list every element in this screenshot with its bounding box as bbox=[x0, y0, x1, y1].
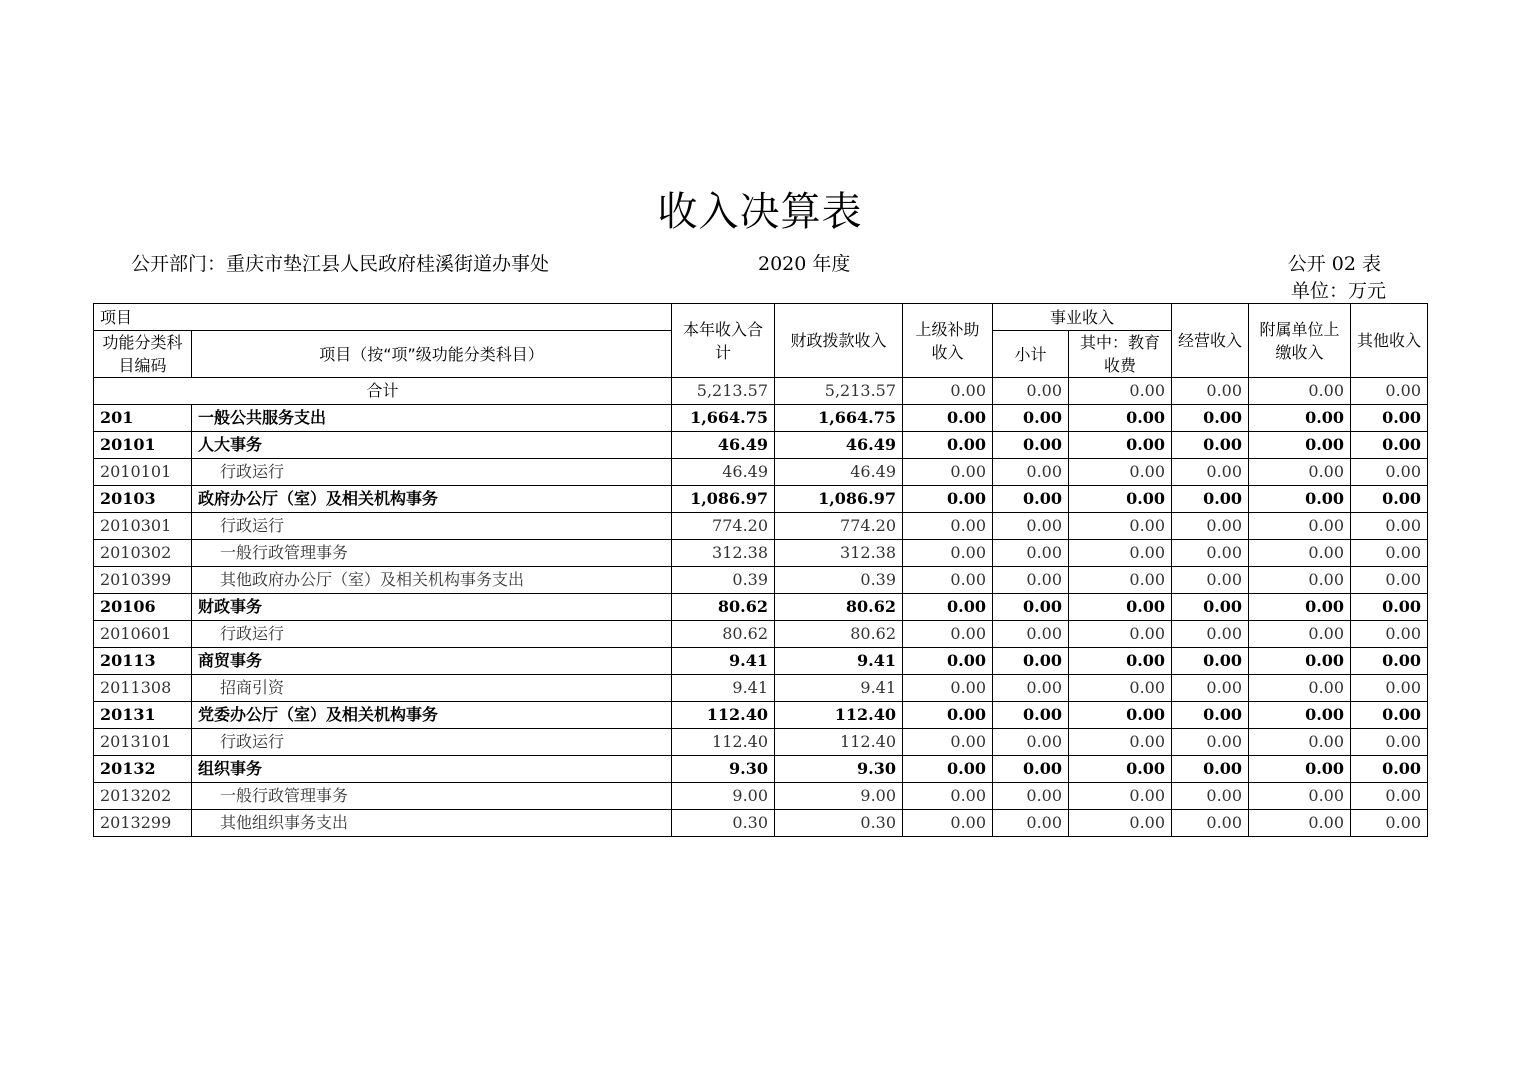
row-value: 0.00 bbox=[993, 405, 1069, 432]
table-row bbox=[94, 810, 1428, 837]
page-title: 收入决算表 bbox=[657, 189, 863, 235]
unit-label: 单位：万元 bbox=[1290, 280, 1386, 302]
total-cell: 0.00 bbox=[1172, 378, 1249, 405]
row-value: 0.00 bbox=[1069, 567, 1172, 594]
header-business-subtotal: 小计 bbox=[993, 331, 1069, 378]
row-value: 9.30 bbox=[672, 756, 775, 783]
row-code: 2010601 bbox=[94, 621, 192, 648]
row-value: 0.00 bbox=[903, 486, 993, 513]
row-value: 0.00 bbox=[1069, 702, 1172, 729]
row-code: 20103 bbox=[94, 486, 192, 513]
row-value: 80.62 bbox=[775, 621, 903, 648]
row-value: 0.00 bbox=[903, 783, 993, 810]
row-value: 0.00 bbox=[903, 405, 993, 432]
row-value: 0.00 bbox=[1351, 405, 1428, 432]
row-value: 312.38 bbox=[775, 540, 903, 567]
row-value: 0.00 bbox=[1172, 648, 1249, 675]
row-value: 0.00 bbox=[993, 783, 1069, 810]
row-name: 招商引资 bbox=[192, 675, 672, 702]
row-value: 0.00 bbox=[1172, 729, 1249, 756]
row-value: 0.00 bbox=[903, 648, 993, 675]
row-value: 0.00 bbox=[993, 432, 1069, 459]
row-value: 0.00 bbox=[903, 432, 993, 459]
row-value: 0.00 bbox=[1351, 540, 1428, 567]
row-name: 行政运行 bbox=[192, 513, 672, 540]
row-value: 0.00 bbox=[1172, 702, 1249, 729]
row-value: 0.00 bbox=[1351, 648, 1428, 675]
row-value: 0.00 bbox=[1172, 810, 1249, 837]
row-code: 2010399 bbox=[94, 567, 192, 594]
row-name: 一般公共服务支出 bbox=[192, 405, 672, 432]
row-code: 2011308 bbox=[94, 675, 192, 702]
row-value: 0.00 bbox=[1249, 702, 1351, 729]
row-value: 0.00 bbox=[1172, 756, 1249, 783]
row-value: 1,086.97 bbox=[672, 486, 775, 513]
row-value: 0.00 bbox=[1249, 783, 1351, 810]
total-cell: 5,213.57 bbox=[775, 378, 903, 405]
row-value: 0.00 bbox=[903, 459, 993, 486]
row-name: 财政事务 bbox=[192, 594, 672, 621]
row-value: 0.00 bbox=[1351, 810, 1428, 837]
row-value: 0.00 bbox=[1249, 486, 1351, 513]
row-value: 46.49 bbox=[775, 459, 903, 486]
header-code: 功能分类科目编码 bbox=[94, 331, 192, 378]
row-value: 0.00 bbox=[1172, 432, 1249, 459]
row-value: 0.00 bbox=[903, 540, 993, 567]
row-value: 0.00 bbox=[993, 567, 1069, 594]
row-value: 0.00 bbox=[1069, 675, 1172, 702]
row-value: 0.00 bbox=[1351, 702, 1428, 729]
total-cell: 0.00 bbox=[903, 378, 993, 405]
row-value: 0.00 bbox=[993, 486, 1069, 513]
row-value: 0.00 bbox=[1249, 756, 1351, 783]
row-value: 0.00 bbox=[1249, 810, 1351, 837]
header-item: 项目 bbox=[94, 304, 672, 331]
row-value: 0.00 bbox=[1172, 405, 1249, 432]
row-name: 组织事务 bbox=[192, 756, 672, 783]
row-value: 0.00 bbox=[1069, 621, 1172, 648]
total-cell: 0.00 bbox=[1069, 378, 1172, 405]
row-name: 政府办公厅（室）及相关机构事务 bbox=[192, 486, 672, 513]
total-cell: 0.00 bbox=[1351, 378, 1428, 405]
row-value: 0.00 bbox=[1351, 729, 1428, 756]
row-value: 0.00 bbox=[903, 729, 993, 756]
row-value: 0.00 bbox=[1249, 648, 1351, 675]
row-name: 行政运行 bbox=[192, 459, 672, 486]
header-superior: 上级补助收入 bbox=[903, 304, 993, 378]
row-value: 0.00 bbox=[903, 810, 993, 837]
row-value: 0.00 bbox=[993, 810, 1069, 837]
row-value: 112.40 bbox=[672, 729, 775, 756]
row-value: 46.49 bbox=[672, 459, 775, 486]
table-row bbox=[94, 513, 1428, 540]
row-value: 0.00 bbox=[993, 513, 1069, 540]
row-value: 0.00 bbox=[1249, 405, 1351, 432]
row-value: 0.30 bbox=[775, 810, 903, 837]
table-row bbox=[94, 702, 1428, 729]
row-value: 0.00 bbox=[1172, 486, 1249, 513]
row-value: 0.00 bbox=[1069, 513, 1172, 540]
row-value: 1,664.75 bbox=[672, 405, 775, 432]
row-value: 774.20 bbox=[775, 513, 903, 540]
row-name: 人大事务 bbox=[192, 432, 672, 459]
row-code: 2013202 bbox=[94, 783, 192, 810]
row-value: 0.00 bbox=[1351, 594, 1428, 621]
row-code: 20131 bbox=[94, 702, 192, 729]
row-value: 0.00 bbox=[1069, 486, 1172, 513]
header-fiscal: 财政拨款收入 bbox=[775, 304, 903, 378]
row-value: 0.00 bbox=[1069, 432, 1172, 459]
row-name: 一般行政管理事务 bbox=[192, 783, 672, 810]
row-value: 0.00 bbox=[903, 513, 993, 540]
row-value: 9.41 bbox=[672, 675, 775, 702]
row-name: 行政运行 bbox=[192, 621, 672, 648]
row-value: 0.00 bbox=[993, 459, 1069, 486]
row-value: 0.00 bbox=[1351, 513, 1428, 540]
row-value: 0.00 bbox=[993, 594, 1069, 621]
table-row bbox=[94, 540, 1428, 567]
header-business-edu: 其中：教育收费 bbox=[1069, 331, 1172, 378]
header-affiliated: 附属单位上缴收入 bbox=[1249, 304, 1351, 378]
table-row bbox=[94, 567, 1428, 594]
header-other: 其他收入 bbox=[1351, 304, 1428, 378]
table-row bbox=[94, 621, 1428, 648]
row-value: 112.40 bbox=[775, 702, 903, 729]
department-label: 公开部门：重庆市垫江县人民政府桂溪街道办事处 bbox=[131, 253, 550, 275]
row-value: 0.00 bbox=[903, 675, 993, 702]
row-name: 行政运行 bbox=[192, 729, 672, 756]
row-value: 9.00 bbox=[672, 783, 775, 810]
row-value: 0.00 bbox=[1172, 567, 1249, 594]
row-value: 0.39 bbox=[672, 567, 775, 594]
row-name: 其他组织事务支出 bbox=[192, 810, 672, 837]
total-label: 合计 bbox=[94, 378, 672, 405]
row-code: 2010101 bbox=[94, 459, 192, 486]
table-row bbox=[94, 405, 1428, 432]
row-value: 0.00 bbox=[903, 702, 993, 729]
row-value: 0.00 bbox=[1069, 729, 1172, 756]
row-value: 0.00 bbox=[1172, 594, 1249, 621]
row-value: 0.00 bbox=[1351, 621, 1428, 648]
row-code: 20101 bbox=[94, 432, 192, 459]
row-name: 其他政府办公厅（室）及相关机构事务支出 bbox=[192, 567, 672, 594]
row-code: 201 bbox=[94, 405, 192, 432]
table-row bbox=[94, 648, 1428, 675]
table-row bbox=[94, 729, 1428, 756]
row-code: 2013101 bbox=[94, 729, 192, 756]
header-operating: 经营收入 bbox=[1172, 304, 1249, 378]
total-row bbox=[94, 378, 1428, 405]
header-name: 项目（按“项”级功能分类科目） bbox=[192, 331, 672, 378]
row-code: 2010302 bbox=[94, 540, 192, 567]
row-name: 一般行政管理事务 bbox=[192, 540, 672, 567]
row-name: 党委办公厅（室）及相关机构事务 bbox=[192, 702, 672, 729]
row-value: 0.00 bbox=[1249, 513, 1351, 540]
row-value: 0.00 bbox=[1351, 783, 1428, 810]
row-value: 0.00 bbox=[1249, 675, 1351, 702]
row-value: 0.00 bbox=[903, 567, 993, 594]
row-code: 20113 bbox=[94, 648, 192, 675]
table-body bbox=[94, 378, 1428, 837]
row-value: 0.00 bbox=[1069, 594, 1172, 621]
row-value: 9.41 bbox=[775, 675, 903, 702]
row-value: 0.00 bbox=[1172, 513, 1249, 540]
row-value: 0.00 bbox=[993, 702, 1069, 729]
row-value: 0.00 bbox=[1249, 594, 1351, 621]
row-value: 0.00 bbox=[1249, 540, 1351, 567]
row-value: 46.49 bbox=[672, 432, 775, 459]
row-value: 0.00 bbox=[1069, 783, 1172, 810]
row-value: 0.30 bbox=[672, 810, 775, 837]
row-value: 9.41 bbox=[672, 648, 775, 675]
total-cell: 5,213.57 bbox=[672, 378, 775, 405]
row-value: 80.62 bbox=[672, 594, 775, 621]
row-value: 0.00 bbox=[993, 540, 1069, 567]
row-code: 20132 bbox=[94, 756, 192, 783]
row-value: 774.20 bbox=[672, 513, 775, 540]
total-cell: 0.00 bbox=[1249, 378, 1351, 405]
row-value: 0.00 bbox=[1172, 621, 1249, 648]
row-value: 0.00 bbox=[1351, 459, 1428, 486]
row-value: 0.00 bbox=[1351, 432, 1428, 459]
row-value: 0.00 bbox=[1172, 675, 1249, 702]
row-value: 0.00 bbox=[903, 756, 993, 783]
income-table bbox=[93, 303, 1428, 837]
row-name: 商贸事务 bbox=[192, 648, 672, 675]
table-row bbox=[94, 594, 1428, 621]
row-value: 0.00 bbox=[1351, 486, 1428, 513]
row-value: 1,086.97 bbox=[775, 486, 903, 513]
row-value: 0.00 bbox=[1249, 459, 1351, 486]
header-business: 事业收入 bbox=[993, 304, 1172, 331]
row-value: 80.62 bbox=[672, 621, 775, 648]
row-value: 0.00 bbox=[1069, 459, 1172, 486]
total-cell: 0.00 bbox=[993, 378, 1069, 405]
row-value: 0.00 bbox=[903, 594, 993, 621]
row-value: 112.40 bbox=[672, 702, 775, 729]
row-value: 80.62 bbox=[775, 594, 903, 621]
row-value: 46.49 bbox=[775, 432, 903, 459]
row-value: 9.30 bbox=[775, 756, 903, 783]
row-value: 9.00 bbox=[775, 783, 903, 810]
row-value: 0.00 bbox=[993, 648, 1069, 675]
row-value: 0.00 bbox=[993, 756, 1069, 783]
row-value: 0.00 bbox=[1172, 459, 1249, 486]
row-value: 0.00 bbox=[1351, 567, 1428, 594]
table-number: 公开 02 表 bbox=[1287, 253, 1381, 275]
row-value: 0.39 bbox=[775, 567, 903, 594]
row-value: 0.00 bbox=[1069, 540, 1172, 567]
row-code: 2013299 bbox=[94, 810, 192, 837]
row-value: 0.00 bbox=[1069, 405, 1172, 432]
table-row bbox=[94, 486, 1428, 513]
row-value: 0.00 bbox=[1249, 567, 1351, 594]
row-value: 0.00 bbox=[1351, 756, 1428, 783]
row-code: 20106 bbox=[94, 594, 192, 621]
row-value: 0.00 bbox=[1172, 783, 1249, 810]
row-value: 0.00 bbox=[1249, 432, 1351, 459]
row-value: 112.40 bbox=[775, 729, 903, 756]
row-value: 0.00 bbox=[1249, 729, 1351, 756]
row-value: 0.00 bbox=[993, 675, 1069, 702]
row-value: 0.00 bbox=[1069, 810, 1172, 837]
table-row bbox=[94, 432, 1428, 459]
header-total-income: 本年收入合计 bbox=[672, 304, 775, 378]
row-value: 1,664.75 bbox=[775, 405, 903, 432]
row-value: 0.00 bbox=[1172, 540, 1249, 567]
table-row bbox=[94, 459, 1428, 486]
table-row bbox=[94, 675, 1428, 702]
table-row bbox=[94, 756, 1428, 783]
row-code: 2010301 bbox=[94, 513, 192, 540]
row-value: 0.00 bbox=[993, 729, 1069, 756]
row-value: 0.00 bbox=[1069, 648, 1172, 675]
row-value: 0.00 bbox=[1351, 675, 1428, 702]
row-value: 9.41 bbox=[775, 648, 903, 675]
row-value: 0.00 bbox=[1069, 756, 1172, 783]
year-label: 2020 年度 bbox=[758, 253, 851, 275]
row-value: 0.00 bbox=[903, 621, 993, 648]
row-value: 312.38 bbox=[672, 540, 775, 567]
table-row bbox=[94, 783, 1428, 810]
row-value: 0.00 bbox=[1249, 621, 1351, 648]
row-value: 0.00 bbox=[993, 621, 1069, 648]
